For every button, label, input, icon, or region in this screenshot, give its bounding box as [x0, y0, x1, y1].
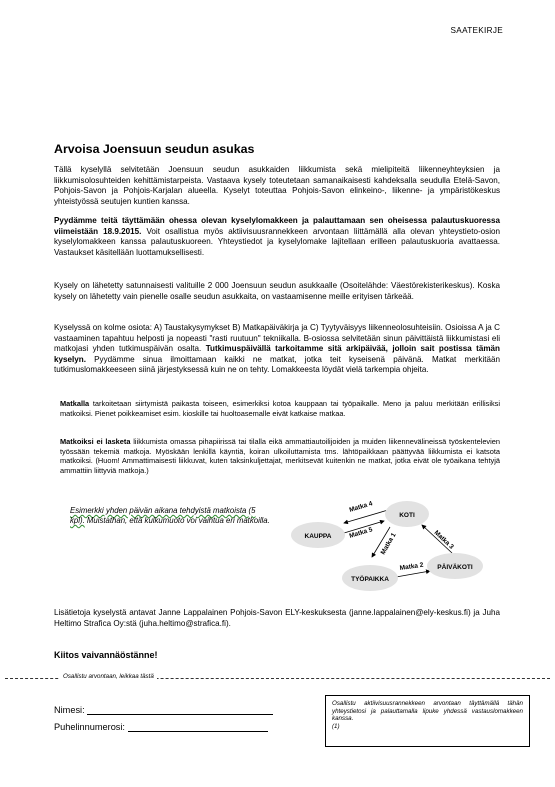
raffle-info-text: Osallistu aktiivisuusrannekkeen arvontaan täyttämällä tähän yhteystietosi ja palauttamalla lipuke yhdessä vastauslomakkeen kanssa.	[332, 700, 523, 723]
name-label: Nimesi:	[54, 705, 85, 715]
node-workplace-label: TYÖPAIKKA	[351, 576, 389, 583]
node-shop-label: KAUPPA	[304, 533, 332, 540]
label-trip-3: Matka 3	[432, 529, 455, 551]
phone-input-line[interactable]	[128, 722, 268, 732]
cut-label: Osallistu arvontaan, leikkaa tästä	[60, 673, 157, 680]
sample-paragraph: Kysely on lähetetty satunnaisesti valituille 2 000 Joensuun seudun asukkaalle (Osoitelähde: Väestörekisterikeskus). Koska kysely on lähetetty vain pienelle osalle seudun asukkaita, on vastaamisenne meille erityisen tärkeää.	[54, 281, 500, 301]
non-trip-term: Matkoiksi ei lasketa	[60, 437, 131, 446]
raffle-info-number: (1)	[332, 722, 340, 730]
arrow-trip-2	[396, 571, 430, 577]
label-trip-2: Matka 2	[399, 561, 424, 572]
trip-definition-text: tarkoitetaan siirtymistä paikasta toiseen, esimerkiksi kotoa kauppaan tai työpaikalle. Meno ja paluu merkitään erillisiksi matkoiksi. Pienet poikkeamiset esim. kioskille tai huoltoasemalle eivät katkaise matkaa.	[60, 399, 500, 418]
node-home-label: KOTI	[399, 512, 415, 519]
phone-label: Puhelinnumerosi:	[54, 722, 125, 732]
non-trip-definition-text: liikkumista omassa pihapiirissä tai tilalla eikä ammattiautoilijoiden ja muiden liikennevälineissä työskentelevien työssään tekemiä matkoja. Myöskään lenkillä käyntiä, koiran ulkoiluttamista tms. lähtöpaikkaan päättyvää liikkumista ei katsota matkoiksi. (Huom! Ammattimaisesti liikkuvat, kuten taksinkuljettajat, merkitsevät kuitenkin ne matkat, jotka eivät ole työaikana tehtyjä ammattiin liittyviä matkoja.)	[60, 437, 500, 476]
sections-text-a: Kyselyssä on kolme osiota: A) Taustakysymykset B) Matkapäiväkirja ja C) Tyytyväisyys liikenneolosuhteisiin. Osioissa A ja C vastaaminen tapahtuu helposti ja nopeasti "rasti ruutuun" tekniikalla. B-osiossa selvitetään sinun päivittäistä liikkumistasi eli matkojasi yhden tutkimuspäivän osalta.	[54, 323, 500, 354]
contact-info: Lisätietoja kyselystä antavat Janne Lappalainen Pohjois-Savon ELY-keskuksesta (janne.lappalainen@ely-keskus.fi) ja Juha Heltimo Strafica Oy:stä (juha.heltimo@strafica.fi).	[54, 608, 500, 628]
name-field	[54, 705, 273, 715]
name-input-line[interactable]	[87, 705, 273, 715]
letter-title: Arvoisa Joensuun seudun asukas	[54, 142, 255, 156]
instruction-paragraph	[54, 216, 500, 258]
document-type-label: SAATEKIRJE	[450, 26, 503, 35]
label-trip-5: Matka 5	[348, 526, 374, 540]
trip-term: Matkalla	[60, 399, 90, 408]
example-note	[70, 506, 270, 526]
sections-paragraph	[54, 323, 500, 376]
raffle-text: Voit osallistua myös aktiivisuusrannekkeen arvontaan liittämällä alla olevan yhteystieto-osion kyselylomakkeen kanssa palautuskuoreen. Yhteystiedot ja kyselylomake lajitellaan erilleen palautuskuoria avattaessa. Vastaukset käsitellään luottamuksellisesti.	[54, 226, 501, 257]
sections-text-b: Pyydämme sinua ilmoittamaan kaikki ne matkat, jotka teit kyseisenä päivänä. Matkat merkitään tutkimuslomakkeeseen siinä järjestyksessä kuin ne on tehty. Lomakkeesta löydät vielä tarkempia ohjeita.	[54, 354, 500, 375]
node-daycare-label: PÄIVÄKOTI	[437, 564, 473, 571]
thanks-text: Kiitos vaivannäöstänne!	[54, 650, 158, 660]
trip-diagram	[288, 495, 498, 600]
non-trip-definition	[60, 437, 500, 476]
phone-field	[54, 722, 268, 732]
example-note-highlight: Esimerkki yhden päivän aikana tehdyistä matkoista (5 kpl).	[70, 506, 256, 526]
trip-definition	[60, 399, 500, 418]
example-note-text: Muistathan, että kulkumuoto voi vaihtua eri matkoilla.	[84, 516, 270, 526]
label-trip-4: Matka 4	[348, 500, 374, 514]
study-day-text: Tutkimuspäivällä tarkoitamme sitä arkipäivää, jolloin sait postissa tämän kyselyn.	[54, 344, 500, 364]
label-trip-1: Matka 1	[379, 531, 398, 556]
intro-paragraph: Tällä kyselyllä selvitetään Joensuun seudun asukkaiden liikkumista sekä mielipiteitä liikenneyhteyksien ja liikkumisolosuhteiden kehittämistarpeista. Vastaava kysely toteutetaan samanaikaisesti kahdeksalla seudulla Etelä-Savon, Pohjois-Savon ja Pohjois-Karjalan alueella. Kyselyt toteuttaa Pohjois-Savon elinkeino-, liikenne- ja ympäristökeskus yhteistyössä seutujen kuntien kanssa.	[54, 165, 500, 206]
deadline-text: Pyydämme teitä täyttämään ohessa olevan kyselylomakkeen ja palauttamaan sen oheisessa palautuskuoressa viimeistään 18.9.2015.	[54, 216, 500, 236]
raffle-info-box	[325, 695, 530, 747]
